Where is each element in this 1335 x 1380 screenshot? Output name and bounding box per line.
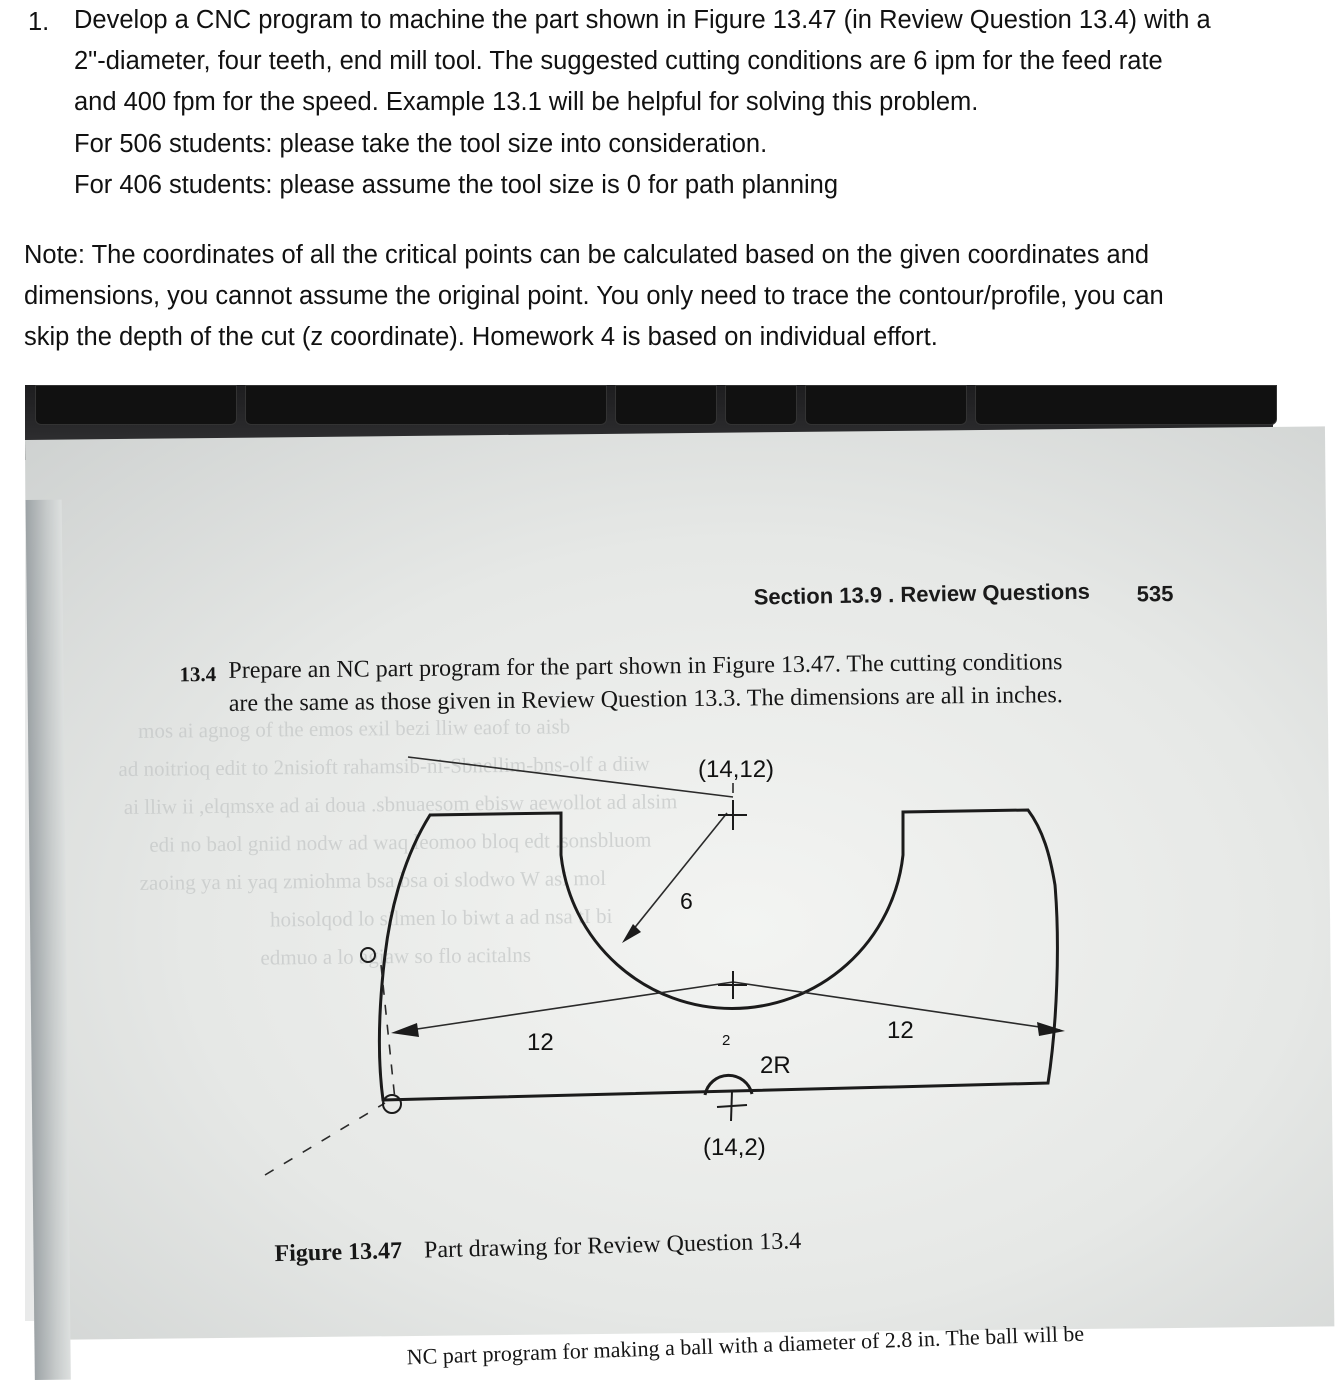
question-line-5: For 406 students: please assume the tool size is 0 for path planning	[74, 171, 839, 199]
question-line-4: For 506 students: please take the tool size into consideration.	[74, 130, 768, 158]
label-left-dimension: 12	[527, 1029, 554, 1056]
figure-caption-text: Part drawing for Review Question 13.4	[423, 1228, 802, 1264]
note-line-3: skip the depth of the cut (z coordinate). Homework 4 is based on individual effort.	[24, 323, 938, 351]
section-header: Section 13.9 . Review Questions	[753, 578, 1091, 610]
textbook-photo	[25, 385, 1273, 1370]
label-bottom-point: (14,2)	[703, 1134, 766, 1161]
figure-caption-label: Figure 13.47	[274, 1237, 403, 1268]
left-dimension-line	[397, 982, 733, 1032]
review-question-number: 13.4	[179, 662, 217, 687]
label-small-radius: 2R	[760, 1052, 791, 1079]
part-drawing	[25, 385, 1273, 1321]
label-small: 2	[722, 1032, 731, 1049]
question-line-3: and 400 fpm for the speed. Example 13.1 will be helpful for solving this problem.	[74, 88, 979, 116]
label-top-point: (14,12)	[698, 756, 775, 783]
question-number: 1.	[28, 8, 50, 36]
page-number: 535	[1136, 580, 1174, 607]
note-line-2: dimensions, you cannot assume the original point. You only need to trace the contour/profile, you can	[24, 282, 1164, 310]
question-line-2: 2"-diameter, four teeth, end mill tool. The suggested cutting conditions are 6 ipm for the feed rate	[74, 47, 1163, 75]
label-radius: 6	[680, 888, 693, 914]
datum-circle-top	[361, 948, 375, 962]
question-line-1: Develop a CNC program to machine the part shown in Figure 13.47 (in Review Question 13.4) with a	[74, 6, 1211, 34]
radius-leader	[628, 813, 727, 936]
review-question-line-2: are the same as those given in Review Question 13.3. The dimensions are all in inches.	[228, 682, 1063, 717]
datum-circle-bottom	[383, 1095, 401, 1113]
part-profile	[379, 810, 1057, 1100]
review-question-line-1: Prepare an NC part program for the part shown in Figure 13.47. The cutting conditions	[228, 649, 1063, 684]
label-right-dimension: 12	[887, 1017, 914, 1044]
bottom-cut-line: NC part program for making a ball with a diameter of 2.8 in. The ball will be	[406, 1320, 1085, 1370]
book-page: mos ai agnog of the emos exil bezi lliw eaof to aisb ad noitrioq edit to 2nisioft rahamsib-ni-Sbnellim-bns-olf a diiw ai lliw ii ,elqmsxe ad ai doua .sbnuaesom ebisw aewollot ad alsim edi no baol gniid nodw ad waq leomoo bloq edt .sonsbluom zaoing ya ni yaq zmiohma bsa bsa oi slodwo W asi mol hoisolqod lo silmen lo biwt a ad nsa tI bi edmuo a lo agiaw so flo acitalns Section 13.9 . Review Questions 535 13.4 Prepare an NC part program for the part shown in Figure 13.47. The cutting conditions are the same as those given in Review Question 13.3. The dimensions are all in inches. Figure 13.47 Part drawing for Review Question 13.4 NC part program for making a ball with a diameter of 2.8 in. The ball will be	[25, 426, 1334, 1340]
note-line-1: Note: The coordinates of all the critical points can be calculated based on the given coordinates and	[24, 241, 1150, 269]
